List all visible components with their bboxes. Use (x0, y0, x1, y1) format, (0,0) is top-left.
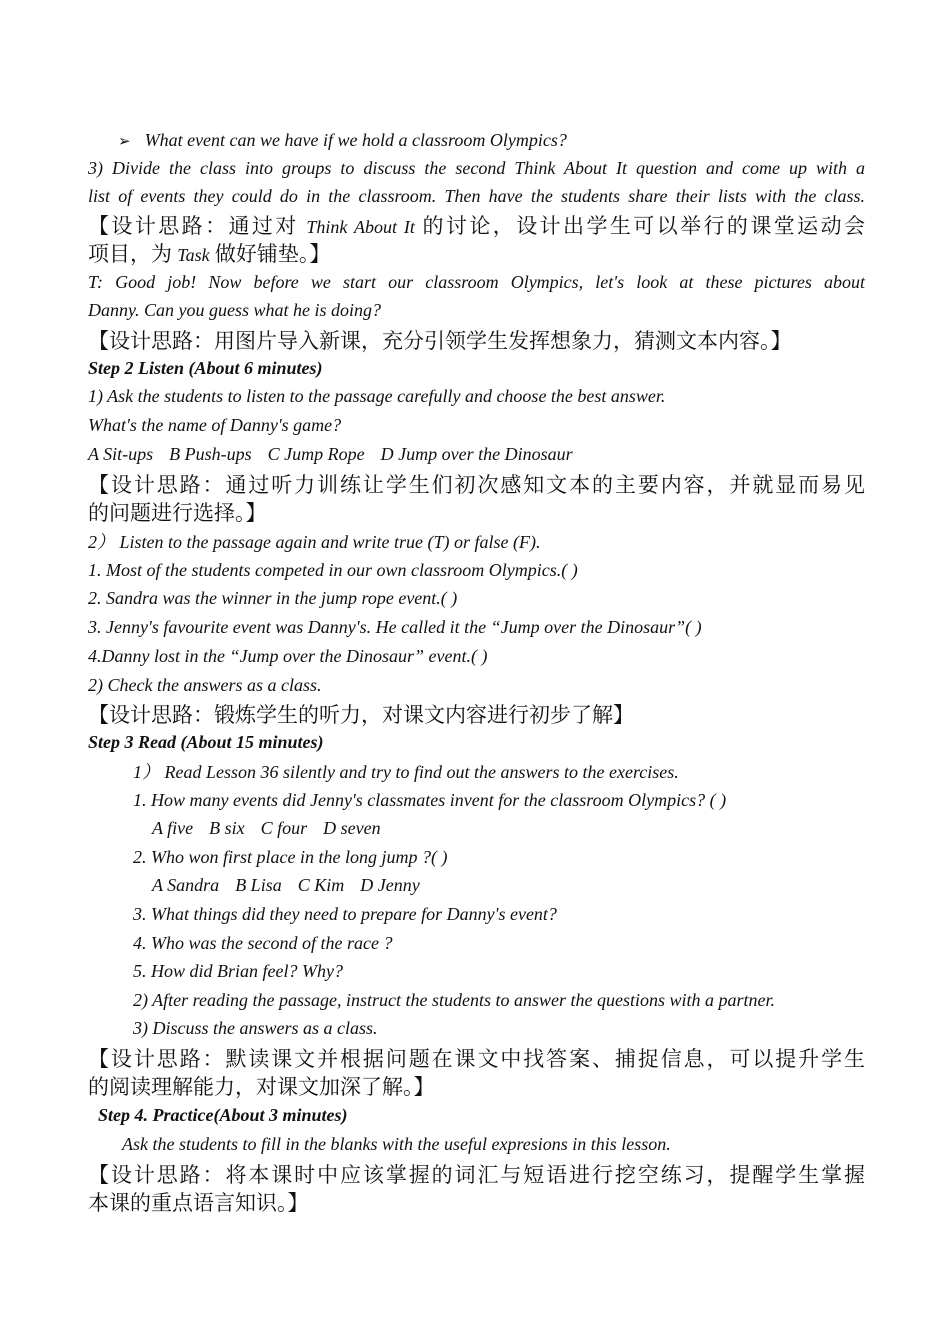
step-heading: Step 2 Listen (About 6 minutes) (88, 358, 323, 378)
design-note: 【设计思路：通过听力训练让学生们初次感知文本的主要内容，并就显而易见 (88, 473, 865, 497)
question-line: 3. What things did they need to prepare for Danny's event? (133, 904, 557, 924)
design-note: 【设计思路：锻炼学生的听力，对课文内容进行初步了解】 (88, 703, 634, 727)
paragraph-line: Ask the students to fill in the blanks with the useful expresions in this lesson. (122, 1134, 671, 1154)
question-line: 5. How did Brian feel? Why? (133, 961, 343, 981)
design-note: 【设计思路：通过对 Think About It 的讨论，设计出学生可以举行的课堂运动会 (88, 214, 866, 238)
question-line: 4. Who was the second of the race ? (133, 933, 393, 953)
tf-item: 3. Jenny's favourite event was Danny's. He called it the “Jump over the Dinosaur”( ) (88, 617, 702, 637)
paragraph-line: 1） Read Lesson 36 silently and try to find out the answers to the exercises. (133, 762, 679, 782)
question-line: 1. How many events did Jenny's classmates invent for the classroom Olympics? ( ) (133, 790, 727, 810)
options-line: A five B six C four D seven (152, 818, 381, 838)
tf-item: 1. Most of the students competed in our own classroom Olympics.( ) (88, 560, 578, 580)
tf-item: 4.Danny lost in the “Jump over the Dinosaur” event.( ) (88, 646, 488, 666)
paragraph-line: 2） Listen to the passage again and write true (T) or false (F). (88, 532, 541, 552)
step-heading: Step 3 Read (About 15 minutes) (88, 732, 324, 752)
question-line: What's the name of Danny's game? (88, 415, 342, 435)
design-note: 【设计思路：将本课时中应该掌握的词汇与短语进行挖空练习，提醒学生掌握 (88, 1163, 865, 1187)
paragraph-line: 2) Check the answers as a class. (88, 675, 322, 695)
design-note: 【设计思路：默读课文并根据问题在课文中找答案、捕捉信息，可以提升学生 (88, 1047, 865, 1071)
teacher-line: Danny. Can you guess what he is doing? (88, 300, 381, 320)
bullet-item: ➢ What event can we have if we hold a classroom Olympics? (118, 130, 567, 150)
question-line: 2. Who won first place in the long jump ?( ) (133, 847, 448, 867)
paragraph-line: 3) Divide the class into groups to discuss the second Think About It question and come up with a (88, 158, 865, 178)
step-heading: Step 4. Practice(About 3 minutes) (98, 1105, 348, 1125)
tf-item: 2. Sandra was the winner in the jump rope event.( ) (88, 588, 458, 608)
options-line: A Sit-ups B Push-ups C Jump Rope D Jump over the Dinosaur (88, 444, 573, 464)
paragraph-line: list of events they could do in the classroom. Then have the students share their lists with the class. (88, 186, 865, 206)
design-note: 的阅读理解能力，对课文加深了解。】 (88, 1075, 435, 1099)
paragraph-line: 2) After reading the passage, instruct the students to answer the questions with a partner. (133, 990, 775, 1010)
arrow-bullet-icon: ➢ (118, 134, 131, 150)
design-note: 【设计思路：用图片导入新课，充分引领学生发挥想象力，猜测文本内容。】 (88, 329, 792, 353)
design-note: 项目，为 Task 做好铺垫。】 (88, 242, 331, 266)
paragraph-line: 3) Discuss the answers as a class. (133, 1018, 378, 1038)
options-line: A Sandra B Lisa C Kim D Jenny (152, 875, 420, 895)
design-note: 的问题进行选择。】 (88, 501, 267, 525)
design-note: 本课的重点语言知识。】 (88, 1191, 309, 1215)
teacher-line: T: Good job! Now before we start our classroom Olympics, let's look at these pictures about (88, 272, 865, 292)
paragraph-line: 1) Ask the students to listen to the passage carefully and choose the best answer. (88, 386, 666, 406)
